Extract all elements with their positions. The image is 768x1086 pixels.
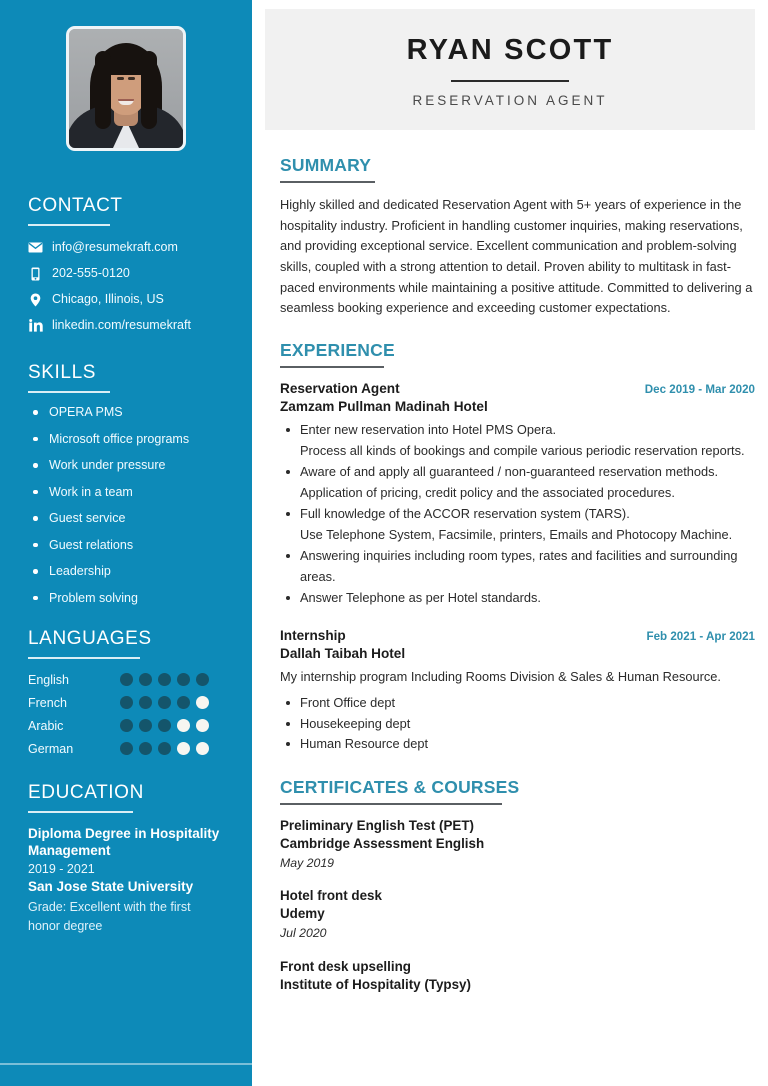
job-title: RESERVATION AGENT — [412, 92, 608, 108]
experience-dates: Feb 2021 - Apr 2021 — [646, 629, 755, 643]
experience-entry-header — [280, 627, 755, 645]
skills-heading-rule — [28, 391, 110, 393]
education-grade: Grade: Excellent with the first honor degree — [28, 899, 191, 934]
language-name: French — [28, 695, 67, 710]
linkedin-icon — [28, 318, 43, 333]
language-level-dots — [120, 719, 209, 732]
certificates-heading-rule — [280, 803, 502, 805]
language-row — [28, 673, 224, 687]
bullet-text: Full knowledge of the ACCOR reservation system (TARS). — [300, 506, 630, 522]
dot-filled — [177, 673, 190, 686]
experience-heading: EXPERIENCE — [280, 340, 395, 361]
certificates-list — [280, 817, 755, 994]
certificate-date: May 2019 — [280, 855, 335, 870]
experience-bullet-list — [280, 693, 755, 754]
summary-text: Highly skilled and dedicated Reservation Agent with 5+ years of experience in the hospitality industry. Proficient in handling customer inquiries, making reservations, and providing exceptional service. Excellent communication and problem-solving skills, coupled with a strong attention to detail. Proven ability to multitask in fast-paced environments while maintaining a positive attitude. Committed to delivering a seamless booking experience and exceeding customer expectations. — [280, 196, 753, 316]
certificate-organization: Udemy — [280, 906, 325, 922]
education-heading: EDUCATION — [28, 781, 144, 803]
languages-heading: LANGUAGES — [28, 627, 152, 649]
languages-section — [0, 628, 252, 756]
bullet-text: Housekeeping dept — [300, 715, 411, 731]
dot-filled — [196, 673, 209, 686]
experience-entry-header — [280, 380, 755, 398]
list-item — [280, 714, 755, 734]
list-item — [280, 546, 755, 587]
bullet-text: Front Office dept — [300, 695, 396, 711]
certificates-heading: CERTIFICATES & COURSES — [280, 776, 520, 797]
dot-empty — [196, 696, 209, 709]
dot-empty — [196, 719, 209, 732]
bullet-text: Answer Telephone as per Hotel standards. — [300, 590, 541, 606]
languages-list — [28, 673, 224, 756]
dot-filled — [120, 696, 133, 709]
bullet-text: Answering inquiries including room types, rates and facilities and surrounding areas. — [300, 548, 738, 584]
experience-organization: Dallah Taibah Hotel — [280, 645, 406, 661]
certificate-date: Jul 2020 — [280, 926, 327, 941]
list-item: Problem solving — [28, 591, 224, 606]
contact-item-phone[interactable] — [28, 266, 224, 281]
experience-role: Internship — [280, 627, 346, 643]
summary-heading: SUMMARY — [280, 154, 372, 175]
page-title: RYAN SCOTT — [406, 34, 614, 66]
languages-heading-rule — [28, 657, 140, 659]
contact-item-location[interactable] — [28, 292, 224, 307]
bullet-text: Aware of and apply all guaranteed / non-guaranteed reservation methods. — [300, 464, 719, 480]
list-item — [280, 734, 755, 754]
education-school: San Jose State University — [28, 878, 194, 894]
contact-item-linkedin[interactable] — [28, 318, 224, 333]
bullet-text: Enter new reservation into Hotel PMS Opera. — [300, 422, 557, 438]
experience-note: My internship program Including Rooms Division & Sales & Human Resource. — [280, 668, 721, 684]
avatar — [66, 26, 186, 151]
certificates-section — [280, 777, 755, 994]
contact-email-value: info@resumekraft.com — [52, 240, 178, 254]
list-item — [280, 693, 755, 713]
list-item — [280, 588, 755, 608]
certificate-name: Hotel front desk — [280, 888, 382, 904]
contact-location-value: Chicago, Illinois, US — [52, 292, 164, 306]
experience-list — [280, 380, 755, 755]
mobile-phone-icon — [28, 266, 43, 281]
dot-filled — [177, 696, 190, 709]
experience-role: Reservation Agent — [280, 381, 400, 397]
contact-phone-value: 202-555-0120 — [52, 266, 130, 280]
contact-linkedin-value: linkedin.com/resumekraft — [52, 318, 191, 332]
dot-filled — [139, 696, 152, 709]
dot-filled — [158, 673, 171, 686]
location-pin-icon — [28, 292, 43, 307]
bullet-subtext: Use Telephone System, Facsimile, printers, Emails and Photocopy Machine. — [300, 526, 733, 542]
list-item: Guest relations — [28, 538, 224, 553]
contact-heading: CONTACT — [28, 195, 123, 216]
name-divider — [451, 80, 569, 82]
skills-heading: SKILLS — [28, 362, 97, 383]
certificate-organization: Cambridge Assessment English — [280, 835, 485, 851]
education-section — [0, 782, 252, 937]
contact-list — [28, 240, 224, 333]
certificate-entry — [280, 958, 755, 994]
experience-organization: Zamzam Pullman Madinah Hotel — [280, 399, 488, 415]
bullet-subtext: Process all kinds of bookings and compile various periodic reservation reports. — [300, 442, 745, 458]
portrait-illustration — [69, 29, 183, 148]
list-item: Microsoft office programs — [28, 432, 224, 447]
skills-list — [28, 405, 224, 606]
sidebar — [0, 0, 252, 1086]
certificate-entry — [280, 887, 755, 942]
experience-heading-rule — [280, 366, 384, 368]
language-level-dots — [120, 696, 209, 709]
language-name: English — [28, 672, 69, 687]
skills-section — [0, 362, 252, 606]
contact-heading-rule — [28, 224, 110, 226]
language-row — [28, 719, 224, 733]
bullet-text: Human Resource dept — [300, 736, 429, 752]
dot-filled — [158, 742, 171, 755]
experience-section — [280, 340, 755, 755]
education-entry — [28, 825, 224, 937]
certificate-entry — [280, 817, 755, 872]
dot-empty — [196, 742, 209, 755]
list-item: Leadership — [28, 564, 224, 579]
language-level-dots — [120, 742, 209, 755]
dot-filled — [158, 696, 171, 709]
list-item — [280, 504, 755, 545]
list-item — [280, 462, 755, 503]
certificate-name: Front desk upselling — [280, 958, 411, 974]
summary-section — [280, 155, 755, 319]
dot-empty — [177, 742, 190, 755]
dot-filled — [158, 719, 171, 732]
experience-dates: Dec 2019 - Mar 2020 — [644, 383, 755, 397]
education-years: 2019 - 2021 — [28, 861, 95, 876]
contact-item-email[interactable] — [28, 240, 224, 255]
dot-filled — [139, 673, 152, 686]
education-heading-rule — [28, 811, 133, 813]
name-banner — [265, 9, 755, 130]
language-row — [28, 742, 224, 756]
contact-section — [0, 195, 252, 333]
language-row — [28, 696, 224, 710]
certificate-name: Preliminary English Test (PET) — [280, 817, 474, 833]
list-item: Work in a team — [28, 485, 224, 500]
experience-entry — [280, 627, 755, 755]
summary-heading-rule — [280, 181, 375, 183]
dot-filled — [120, 719, 133, 732]
dot-filled — [139, 719, 152, 732]
page-break-divider — [0, 1063, 252, 1065]
language-name: German — [28, 741, 74, 756]
language-level-dots — [120, 673, 209, 686]
envelope-icon — [28, 240, 43, 255]
dot-filled — [120, 742, 133, 755]
dot-empty — [177, 719, 190, 732]
experience-entry — [280, 380, 755, 609]
language-name: Arabic — [28, 718, 64, 733]
list-item — [280, 420, 755, 461]
dot-filled — [120, 673, 133, 686]
main-content — [252, 0, 768, 1086]
education-degree: Diploma Degree in Hospitality Management — [28, 825, 220, 859]
bullet-subtext: Application of pricing, credit policy and the associated procedures. — [300, 484, 675, 500]
list-item: Work under pressure — [28, 458, 224, 473]
experience-bullet-list — [280, 420, 755, 608]
dot-filled — [139, 742, 152, 755]
list-item: Guest service — [28, 511, 224, 526]
certificate-organization: Institute of Hospitality (Typsy) — [280, 976, 471, 992]
list-item: OPERA PMS — [28, 405, 224, 420]
